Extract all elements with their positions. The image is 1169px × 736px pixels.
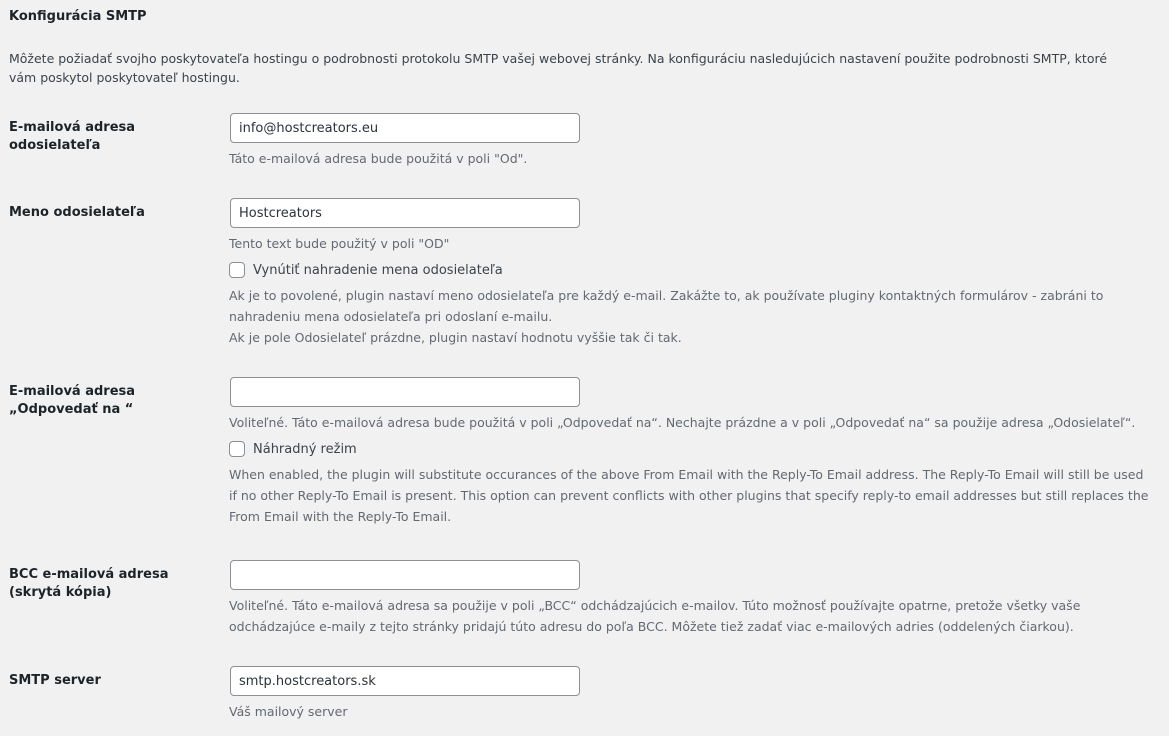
substitute-mode-checkbox[interactable]: [229, 441, 245, 457]
from-email-description: Táto e-mailová adresa bude použitá v poli "Od".: [229, 151, 528, 166]
substitute-mode-checkbox-label: Náhradný režim: [253, 441, 357, 457]
substitute-mode-help: When enabled, the plugin will substitute occurances of the above From Email with the Reply-To Email address. The Reply-To Email will still be used if no other Reply-To Email is present. This option can prevent conflicts with other plugins that specify reply-to email addresses but still replaces the From Email with the Reply-To Email.: [229, 467, 1149, 524]
bcc-input[interactable]: [230, 560, 580, 590]
from-name-description: Tento text bude použitý v poli "OD": [229, 236, 450, 251]
smtp-server-input[interactable]: [230, 666, 580, 696]
smtp-server-description: Váš mailový server: [229, 704, 348, 719]
force-from-name-help-line-1: Ak je to povolené, plugin nastaví meno odosielateľa pre každý e-mail. Zakážte to, ak používate pluginy kontaktných formulárov - zabráni to nahradeniu mena odosielateľa pri odoslaní e-mailu.: [229, 288, 1104, 324]
bcc-description: Voliteľné. Táto e-mailová adresa sa použije v poli „BCC“ odchádzajúcich e-mailov. Túto možnosť používajte opatrne, pretože všetky vaše odchádzajúce e-maily z tejto stránky pridajú túto adresu do poľa BCC. Môžete tiež zadať viac e-mailových adries (oddelených čiarkou).: [229, 598, 1081, 634]
from-email-input[interactable]: [230, 113, 580, 143]
reply-to-description: Voliteľné. Táto e-mailová adresa bude použitá v poli „Odpovedať na“. Nechajte prázdne a v poli „Odpovedať na“ sa použije adresa „Odosielateľ“.: [229, 415, 1136, 430]
reply-to-label: E-mailová adresa „Odpovedať na “: [9, 384, 136, 417]
section-title: Konfigurácia SMTP: [9, 9, 147, 24]
substitute-mode-option[interactable]: [229, 441, 357, 457]
from-name-label: Meno odosielateľa: [9, 205, 145, 220]
section-description: Môžete požiadať svojho poskytovateľa hostingu o podrobnosti protokolu SMTP vašej webovej stránky. Na konfiguráciu nasledujúcich nastavení použite podrobnosti SMTP, ktoré vám poskytol poskytovateľ hostingu.: [9, 51, 1108, 85]
smtp-server-label: SMTP server: [9, 673, 101, 688]
bcc-label: BCC e-mailová adresa (skrytá kópia): [9, 567, 169, 600]
force-from-name-checkbox-label: Vynútiť nahradenie mena odosielateľa: [253, 262, 503, 278]
force-from-name-help: [229, 285, 1129, 348]
force-from-name-option[interactable]: [229, 262, 503, 278]
force-from-name-checkbox[interactable]: [229, 262, 245, 278]
from-email-label: E-mailová adresa odosielateľa: [9, 120, 136, 153]
from-name-input[interactable]: [230, 198, 580, 228]
force-from-name-help-line-2: Ak je pole Odosielateľ prázdne, plugin nastaví hodnotu vyššie tak či tak.: [229, 330, 682, 345]
reply-to-input[interactable]: [230, 377, 580, 407]
